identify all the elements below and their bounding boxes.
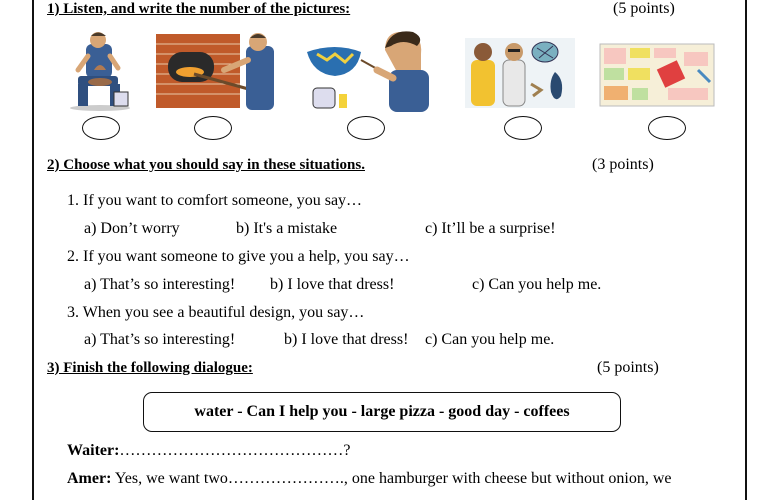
- word-bank-text: water - Can I help you - large pizza - good day - coffees: [194, 403, 570, 420]
- page-left-border: [32, 0, 34, 500]
- q3-option-a[interactable]: a) That’s so interesting!: [84, 331, 236, 348]
- q2-option-a[interactable]: a) That’s so interesting!: [84, 276, 236, 293]
- answer-oval-1[interactable]: [82, 116, 120, 140]
- oven-picture: [154, 30, 277, 112]
- potter-picture: [64, 30, 136, 112]
- section2-points: (3 points): [592, 156, 654, 173]
- section1-title: 1) Listen, and write the number of the pictures:: [47, 1, 351, 17]
- question-1: 1. If you want to comfort someone, you say…: [67, 192, 363, 209]
- answer-oval-2[interactable]: [194, 116, 232, 140]
- waiter-line: [67, 442, 351, 460]
- section3-title: 3) Finish the following dialogue:: [47, 360, 253, 376]
- amer-line: [67, 470, 672, 488]
- q3-option-c[interactable]: c) Can you help me.: [425, 331, 555, 348]
- page-right-border: [745, 0, 747, 500]
- section1-points: (5 points): [613, 0, 675, 17]
- section3-points: (5 points): [597, 359, 659, 376]
- q3-option-b[interactable]: b) I love that dress!: [284, 331, 409, 348]
- section2-title: 2) Choose what you should say in these situations.: [47, 157, 365, 173]
- answer-oval-4[interactable]: [504, 116, 542, 140]
- question-3: 3. When you see a beautiful design, you say…: [67, 304, 365, 321]
- amer-label: Amer:: [67, 470, 112, 487]
- painting-picture: [305, 30, 430, 112]
- answer-oval-3[interactable]: [347, 116, 385, 140]
- waiter-label: Waiter:: [67, 442, 120, 459]
- amer-text[interactable]: Yes, we want two…………………., one hamburger with cheese but without onion, we: [111, 470, 672, 487]
- q2-option-c[interactable]: c) Can you help me.: [472, 276, 602, 293]
- question-2: 2. If you want someone to give you a help, you say…: [67, 248, 410, 265]
- word-bank-box: [143, 392, 621, 432]
- waiter-blank[interactable]: ……………………………………?: [119, 442, 351, 459]
- q2-option-b[interactable]: b) I love that dress!: [270, 276, 395, 293]
- q1-option-a[interactable]: a) Don’t worry: [84, 220, 180, 237]
- fish-picture: [465, 30, 575, 112]
- q1-option-b[interactable]: b) It's a mistake: [236, 220, 338, 237]
- map-picture: [598, 30, 716, 112]
- answer-oval-5[interactable]: [648, 116, 686, 140]
- q1-option-c[interactable]: c) It’ll be a surprise!: [425, 220, 556, 237]
